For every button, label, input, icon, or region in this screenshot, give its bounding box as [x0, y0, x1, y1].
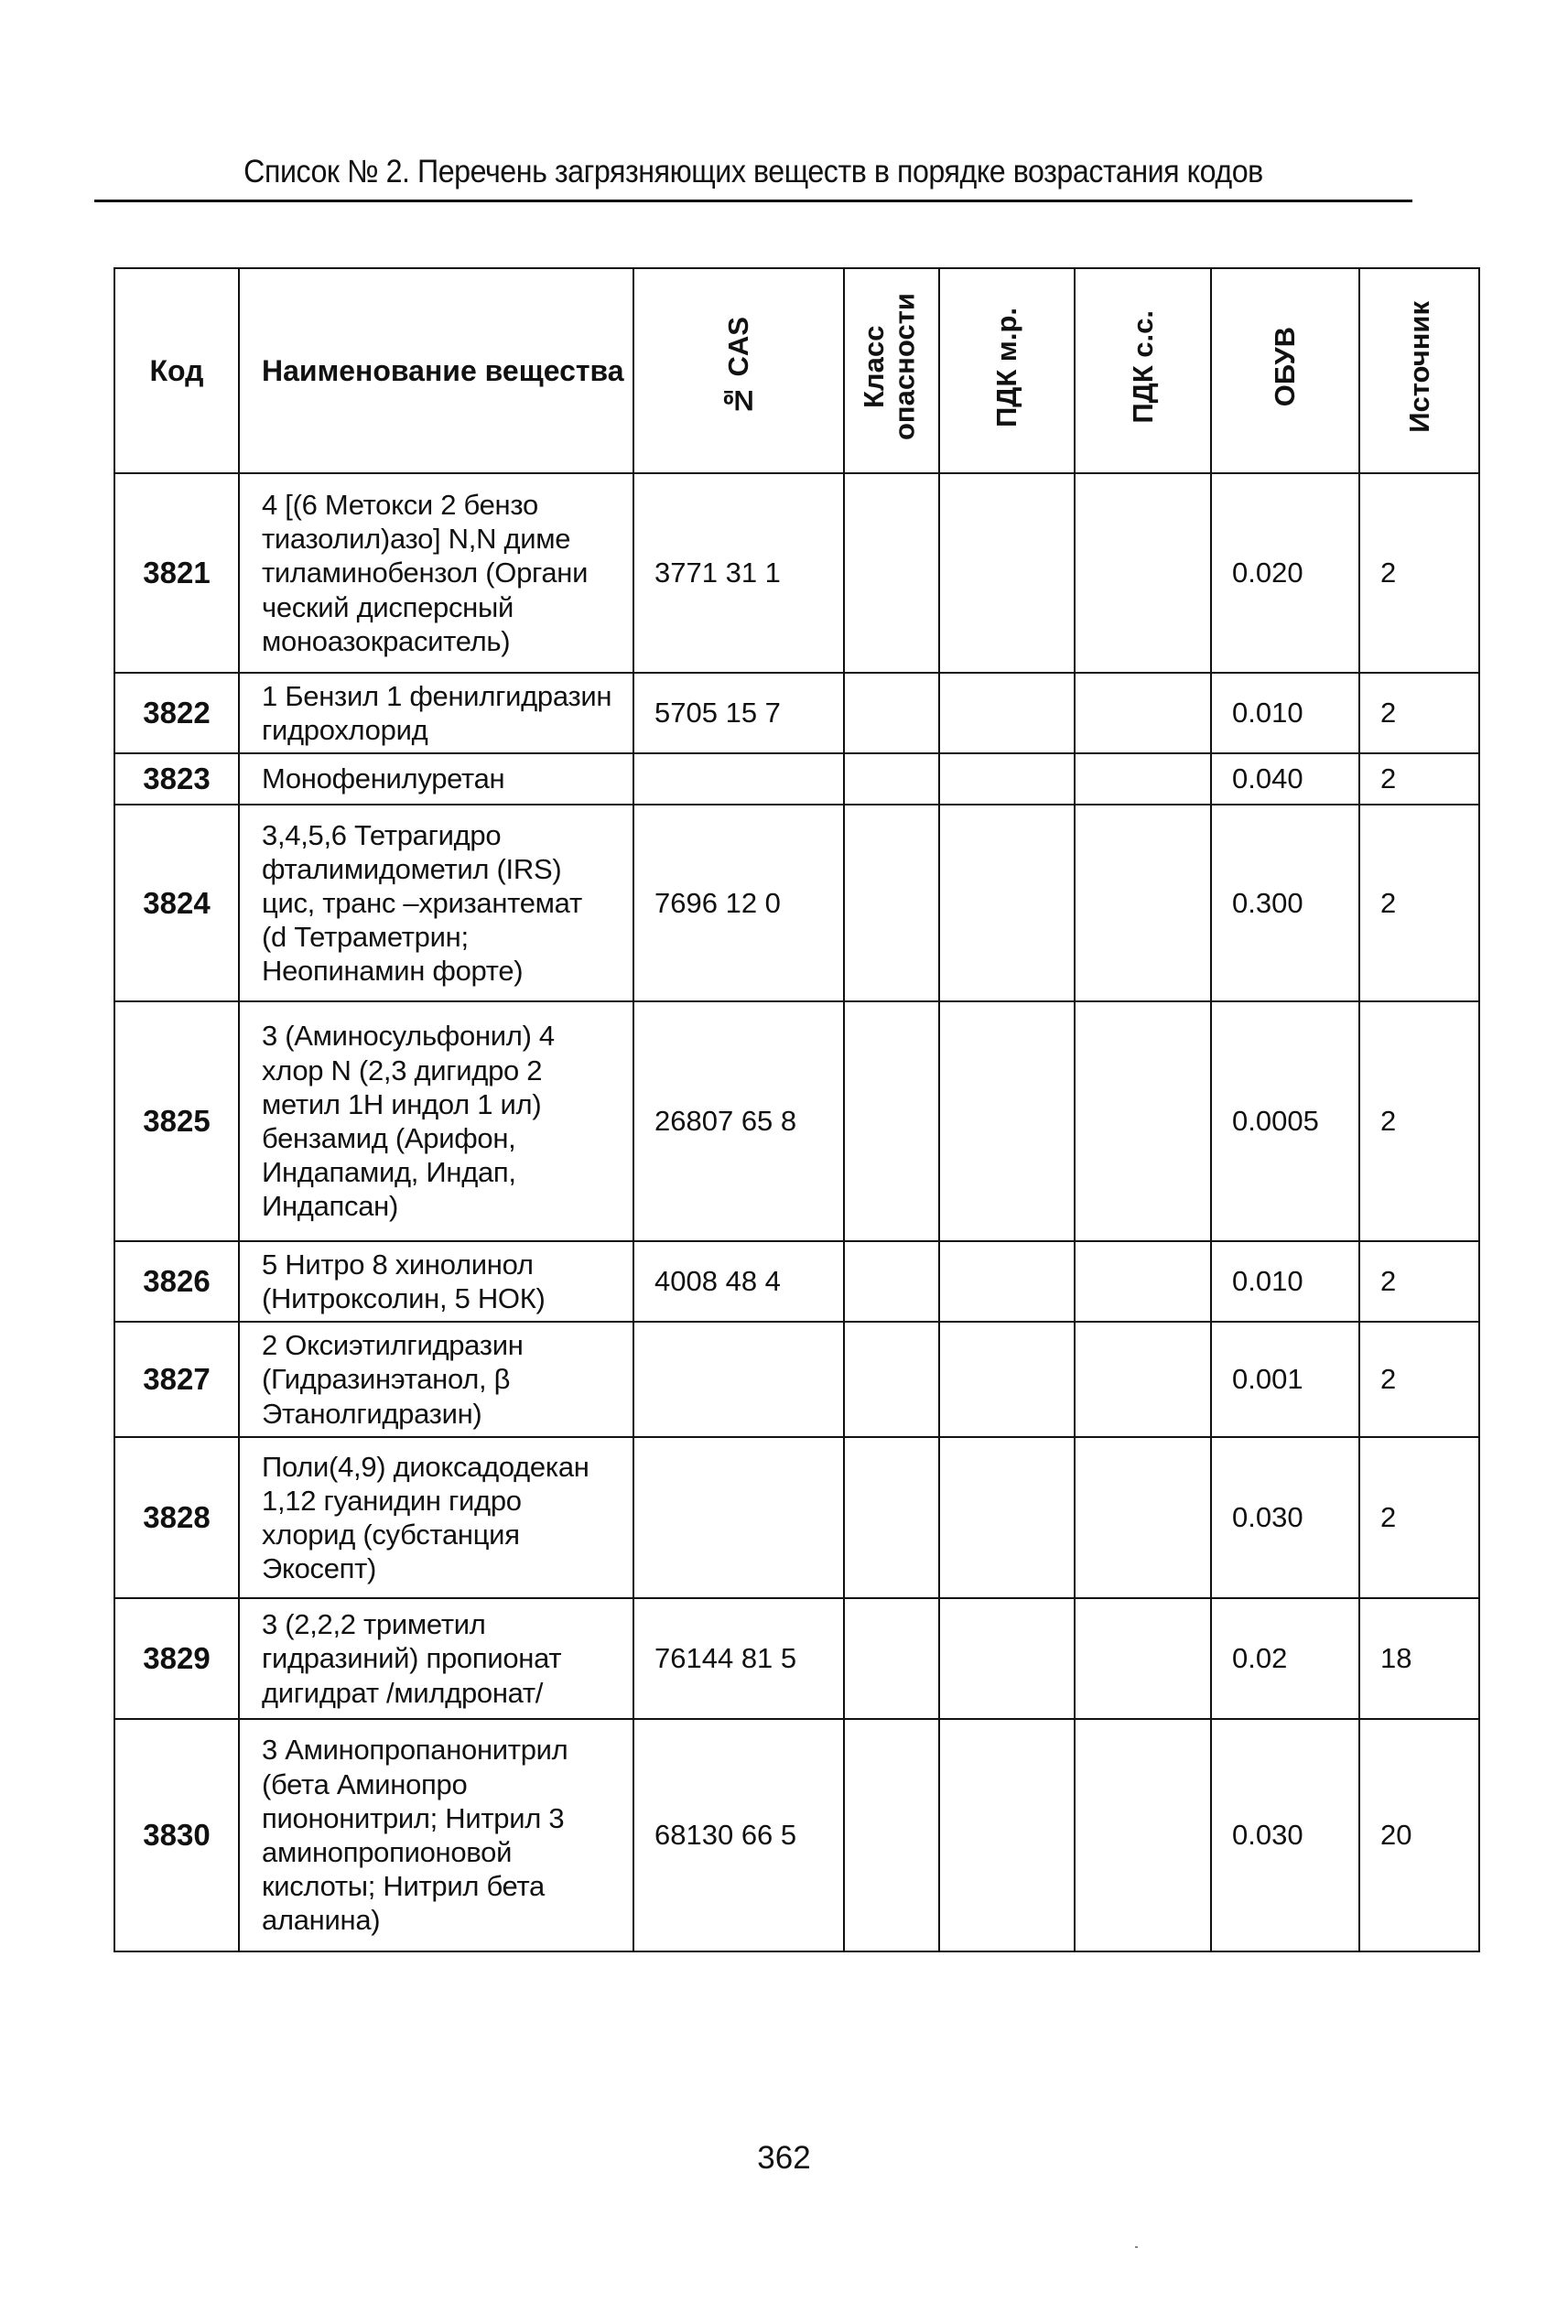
- cell-hazard-class: [844, 1437, 939, 1598]
- cell-pdk-mr: [939, 673, 1075, 753]
- cell-source: 2: [1359, 1322, 1479, 1437]
- header-pdk-mr-label: ПДК м.р.: [990, 307, 1023, 427]
- cell-name: Монофенилуретан: [239, 753, 633, 805]
- cell-code: 3825: [114, 1001, 239, 1241]
- cell-code: 3824: [114, 805, 239, 1001]
- cell-pdk-ss: [1075, 1001, 1211, 1241]
- cell-cas: 4008 48 4: [633, 1241, 844, 1322]
- table-row: [114, 753, 1479, 805]
- cell-cas: 26807 65 8: [633, 1001, 844, 1241]
- table-row: [114, 1322, 1479, 1437]
- cell-code: 3821: [114, 473, 239, 673]
- table-row: [114, 1598, 1479, 1719]
- table-row: [114, 1241, 1479, 1322]
- header-cas: [633, 268, 844, 473]
- cell-cas: [633, 753, 844, 805]
- cell-source: 2: [1359, 473, 1479, 673]
- cell-obuv: 0.0005: [1211, 1001, 1359, 1241]
- running-head: Список № 2. Перечень загрязняющих веществ в порядке возрастания кодов: [243, 154, 1263, 189]
- scan-speck: [1135, 2246, 1138, 2248]
- header-obuv: [1211, 268, 1359, 473]
- cell-hazard-class: [844, 1241, 939, 1322]
- cell-pdk-mr: [939, 473, 1075, 673]
- cell-pdk-ss: [1075, 1598, 1211, 1719]
- cell-pdk-ss: [1075, 473, 1211, 673]
- header-source-label: Источник: [1402, 301, 1435, 433]
- cell-obuv: 0.02: [1211, 1598, 1359, 1719]
- cell-pdk-mr: [939, 1437, 1075, 1598]
- cell-code: 3829: [114, 1598, 239, 1719]
- cell-pdk-ss: [1075, 1241, 1211, 1322]
- cell-obuv: 0.300: [1211, 805, 1359, 1001]
- cell-hazard-class: [844, 1001, 939, 1241]
- cell-cas: 76144 81 5: [633, 1598, 844, 1719]
- cell-pdk-ss: [1075, 1322, 1211, 1437]
- cell-pdk-mr: [939, 1598, 1075, 1719]
- header-source: [1359, 268, 1479, 473]
- cell-source: 2: [1359, 1241, 1479, 1322]
- cell-pdk-mr: [939, 1719, 1075, 1951]
- cell-code: 3830: [114, 1719, 239, 1951]
- header-name: Наименование вещества: [239, 268, 633, 473]
- cell-source: 2: [1359, 673, 1479, 753]
- cell-code: 3823: [114, 753, 239, 805]
- cell-pdk-ss: [1075, 673, 1211, 753]
- header-hazard-class: [844, 268, 939, 473]
- cell-obuv: 0.040: [1211, 753, 1359, 805]
- page-number: 362: [757, 2140, 811, 2176]
- table-row: [114, 673, 1479, 753]
- cell-pdk-ss: [1075, 753, 1211, 805]
- cell-hazard-class: [844, 1598, 939, 1719]
- cell-hazard-class: [844, 753, 939, 805]
- cell-pdk-mr: [939, 1001, 1075, 1241]
- table-row: [114, 473, 1479, 673]
- cell-hazard-class: [844, 805, 939, 1001]
- cell-code: 3822: [114, 673, 239, 753]
- cell-name: 1 Бензил 1 фенилгидразин гидрохлорид: [239, 673, 633, 753]
- cell-pdk-ss: [1075, 1719, 1211, 1951]
- cell-obuv: 0.001: [1211, 1322, 1359, 1437]
- cell-cas: 7696 12 0: [633, 805, 844, 1001]
- cell-cas: 68130 66 5: [633, 1719, 844, 1951]
- table-row: [114, 1719, 1479, 1951]
- cell-obuv: 0.010: [1211, 1241, 1359, 1322]
- header-obuv-label: ОБУВ: [1269, 327, 1302, 407]
- cell-hazard-class: [844, 673, 939, 753]
- cell-pdk-mr: [939, 1322, 1075, 1437]
- cell-name: 5 Нитро 8 хинолинол (Нитроксолин, 5 НОК): [239, 1241, 633, 1322]
- cell-name: 2 Оксиэтилгидразин (Гидразинэтанол, β Этанолгидразин): [239, 1322, 633, 1437]
- header-hazard-class-label: Класс опасности: [858, 293, 921, 441]
- table-row: [114, 1001, 1479, 1241]
- cell-name: 3 Аминопропанонитрил (бета Аминопро пиононитрил; Нитрил 3 аминопропионовой кислоты; Нитрил бета аланина): [239, 1719, 633, 1951]
- cell-name: 3 (Аминосульфонил) 4 хлор N (2,3 дигидро 2 метил 1Н индол 1 ил) бензамид (Арифон, Индапамид, Индап, Индапсан): [239, 1001, 633, 1241]
- cell-pdk-ss: [1075, 1437, 1211, 1598]
- table-row: [114, 1437, 1479, 1598]
- cell-code: 3828: [114, 1437, 239, 1598]
- cell-obuv: 0.030: [1211, 1719, 1359, 1951]
- cell-obuv: 0.030: [1211, 1437, 1359, 1598]
- header-rule: [94, 200, 1412, 202]
- header-pdk-mr: [939, 268, 1075, 473]
- header-pdk-ss: [1075, 268, 1211, 473]
- cell-hazard-class: [844, 473, 939, 673]
- cell-source: 2: [1359, 1437, 1479, 1598]
- cell-code: 3826: [114, 1241, 239, 1322]
- cell-source: 18: [1359, 1598, 1479, 1719]
- cell-hazard-class: [844, 1322, 939, 1437]
- table-header-row: [114, 268, 1479, 473]
- cell-name: 3,4,5,6 Тетрагидро фталимидометил (IRS) цис, транс –хризантемат (d Тетраметрин; Неопинамин форте): [239, 805, 633, 1001]
- table-row: [114, 805, 1479, 1001]
- header-cas-label: № CAS: [722, 317, 755, 417]
- cell-pdk-mr: [939, 1241, 1075, 1322]
- cell-source: 2: [1359, 753, 1479, 805]
- cell-cas: 3771 31 1: [633, 473, 844, 673]
- cell-pdk-mr: [939, 753, 1075, 805]
- cell-pdk-ss: [1075, 805, 1211, 1001]
- cell-hazard-class: [844, 1719, 939, 1951]
- cell-source: 20: [1359, 1719, 1479, 1951]
- cell-pdk-mr: [939, 805, 1075, 1001]
- header-pdk-ss-label: ПДК с.с.: [1126, 310, 1159, 424]
- cell-name: 4 [(6 Метокси 2 бензо тиазолил)азо] N,N диме тиламинобензол (Органи ческий дисперсный моноазокраситель): [239, 473, 633, 673]
- cell-code: 3827: [114, 1322, 239, 1437]
- substances-table: [114, 267, 1480, 1952]
- cell-obuv: 0.020: [1211, 473, 1359, 673]
- cell-name: 3 (2,2,2 триметил гидразиний) пропионат дигидрат /милдронат/: [239, 1598, 633, 1719]
- cell-name: Поли(4,9) диоксадодекан 1,12 гуанидин гидро хлорид (субстанция Экосепт): [239, 1437, 633, 1598]
- cell-source: 2: [1359, 805, 1479, 1001]
- cell-source: 2: [1359, 1001, 1479, 1241]
- cell-cas: [633, 1322, 844, 1437]
- cell-cas: 5705 15 7: [633, 673, 844, 753]
- cell-cas: [633, 1437, 844, 1598]
- cell-obuv: 0.010: [1211, 673, 1359, 753]
- header-code: Код: [114, 268, 239, 473]
